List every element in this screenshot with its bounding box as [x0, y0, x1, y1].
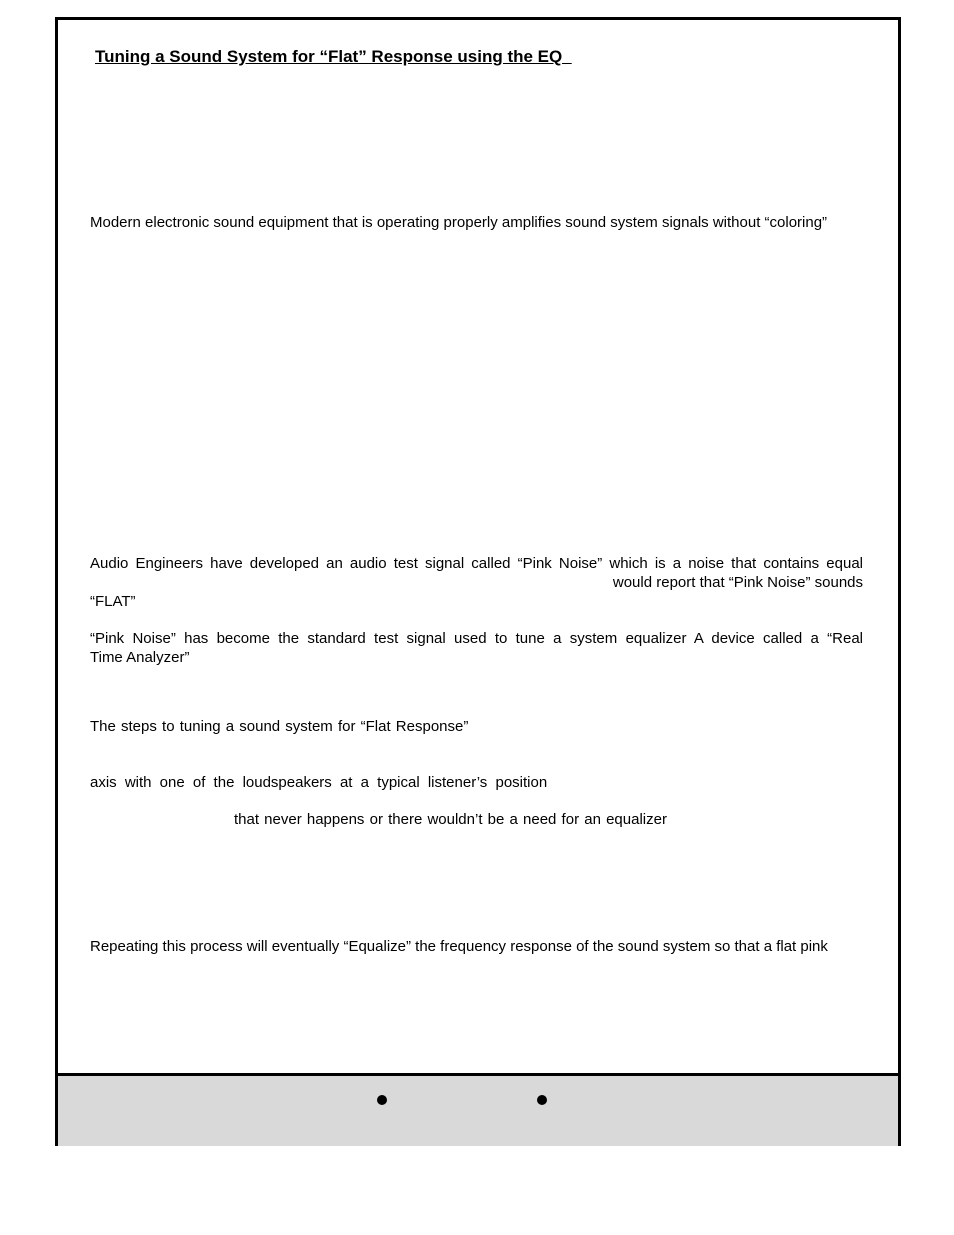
- pink-noise-line-3: “FLAT”: [90, 593, 136, 610]
- axis-line: axis with one of the loudspeakers at a typical listener’s position: [90, 774, 548, 791]
- footer-bullet-icon: [537, 1095, 547, 1105]
- page-frame: [55, 17, 901, 1146]
- standard-line-1: “Pink Noise” has become the standard test signal used to tune a system equalizer A device called a “Real: [90, 630, 863, 647]
- footer-band: [58, 1073, 898, 1146]
- standard-line-2: Time Analyzer”: [90, 649, 190, 666]
- document-title: Tuning a Sound System for “Flat” Response using the EQ: [95, 47, 572, 66]
- intro-line: Modern electronic sound equipment that is operating properly amplifies sound system signals without “coloring”: [90, 214, 828, 231]
- footer-bullet-icon: [377, 1095, 387, 1105]
- pink-noise-line-2: would report that “Pink Noise” sounds: [612, 574, 863, 591]
- steps-heading: The steps to tuning a sound system for “Flat Response”: [90, 718, 469, 735]
- never-line: that never happens or there wouldn’t be a need for an equalizer: [234, 811, 667, 828]
- repeating-line: Repeating this process will eventually “Equalize” the frequency response of the sound system so that a flat pink: [90, 938, 828, 955]
- pink-noise-line-1: Audio Engineers have developed an audio test signal called “Pink Noise” which is a noise that contains equal: [90, 555, 863, 572]
